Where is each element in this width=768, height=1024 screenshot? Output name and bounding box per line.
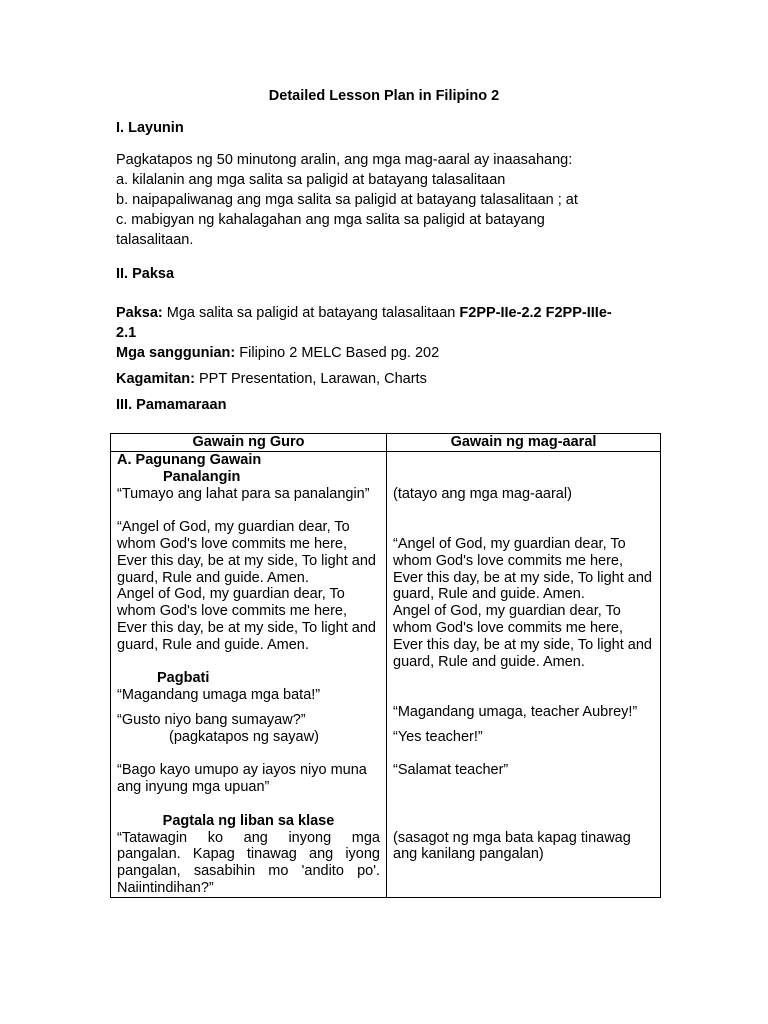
lesson-activity-table <box>110 433 661 898</box>
yes-teacher-reply: “Yes teacher!” <box>393 728 483 745</box>
sanggunian-value: Filipino 2 MELC Based pg. 202 <box>235 345 440 361</box>
section-pamamaraan-heading: III. Pamamaraan <box>116 397 227 413</box>
guro-prayer-1: “Angel of God, my guardian dear, To whom God's love commits me here, Ever this day, be at my side, To light and guard, Rule and guide. Amen. <box>117 519 376 586</box>
pagunang-gawain-heading: A. Pagunang Gawain <box>117 452 262 468</box>
sanggunian-line <box>116 343 656 363</box>
greeting-reply: “Magandang umaga, teacher Aubrey!” <box>393 703 638 720</box>
tatayo-response: (tatayo ang mga mag-aaral) <box>393 485 572 502</box>
panalangin-heading: Panalangin <box>163 468 241 485</box>
header-gawain-guro: Gawain ng Guro <box>111 434 387 452</box>
paksa-code-cont: 2.1 <box>116 325 137 341</box>
student-prayer-1: “Angel of God, my guardian dear, To whom God's love commits me here, Ever this day, be at my side, To light and guard, Rule and guide. Amen. <box>393 535 652 603</box>
document-title: Detailed Lesson Plan in Filipino 2 <box>268 88 500 104</box>
table-header-row <box>111 434 661 452</box>
sayaw-note: (pagkatapos ng sayaw) <box>169 728 319 745</box>
sanggunian-label: Mga sanggunian: <box>116 345 236 361</box>
objective-intro: Pagkatapos ng 50 minutong aralin, ang mga mag-aaral ay inaasahang: <box>116 152 573 168</box>
student-prayer-2: Angel of God, my guardian dear, To whom God's love commits me here, Ever this day, be at my side, To light and guard, Rule and guide. Amen. <box>393 603 652 670</box>
pagbati-heading: Pagbati <box>157 670 210 687</box>
section-paksa-heading: II. Paksa <box>116 266 175 282</box>
greeting-text: “Magandang umaga mga bata!” <box>117 687 321 704</box>
objective-c-cont: talasalitaan. <box>116 232 194 248</box>
paksa-details <box>116 303 656 389</box>
liban-heading: Pagtala ng liban sa klase <box>162 812 335 829</box>
paksa-label: Paksa: <box>116 305 163 321</box>
guro-column <box>111 452 387 898</box>
liban-instruction: “Tatawagin ko ang inyong mga pangalan. Kapag tinawag ang iyong pangalan, sasabihin mo 'andito po'. Naiintindihan?” <box>117 829 380 896</box>
kagamitan-label: Kagamitan: <box>116 371 195 387</box>
guro-prayer-2: Angel of God, my guardian dear, To whom God's love commits me here, Ever this day, be at my side, To light and guard, Rule and guide. Amen. <box>117 586 376 653</box>
sasagot-response: (sasagot ng mga bata kapag tinawag ang kanilang pangalan) <box>393 829 631 863</box>
header-gawain-mag-aaral: Gawain ng mag-aaral <box>387 434 661 452</box>
paksa-value: Mga salita sa paligid at batayang talasalitaan <box>162 305 460 321</box>
objective-a: a. kilalanin ang mga salita sa paligid at batayang talasalitaan <box>116 172 506 188</box>
sayaw-question: “Gusto niyo bang sumayaw?” <box>117 711 306 728</box>
upo-instruction: “Bago kayo umupo ay iayos niyo muna ang inyung mga upuan” <box>117 762 367 796</box>
table-row <box>111 452 661 898</box>
objective-c: c. mabigyan ng kahalagahan ang mga salita sa paligid at batayang <box>116 212 545 228</box>
section-layunin-heading: I. Layunin <box>116 120 184 136</box>
mag-aaral-column <box>387 452 661 898</box>
layunin-objectives <box>116 150 656 250</box>
paksa-code: F2PP-IIe-2.2 F2PP-IIIe- <box>459 305 612 321</box>
objective-b: b. naipapaliwanag ang mga salita sa paligid at batayang talasalitaan ; at <box>116 192 578 208</box>
panalangin-instruction: “Tumayo ang lahat para sa panalangin” <box>117 485 370 502</box>
paksa-line <box>116 303 656 323</box>
kagamitan-value: PPT Presentation, Larawan, Charts <box>194 371 427 387</box>
kagamitan-line <box>116 369 656 389</box>
salamat-reply: “Salamat teacher” <box>393 762 509 779</box>
